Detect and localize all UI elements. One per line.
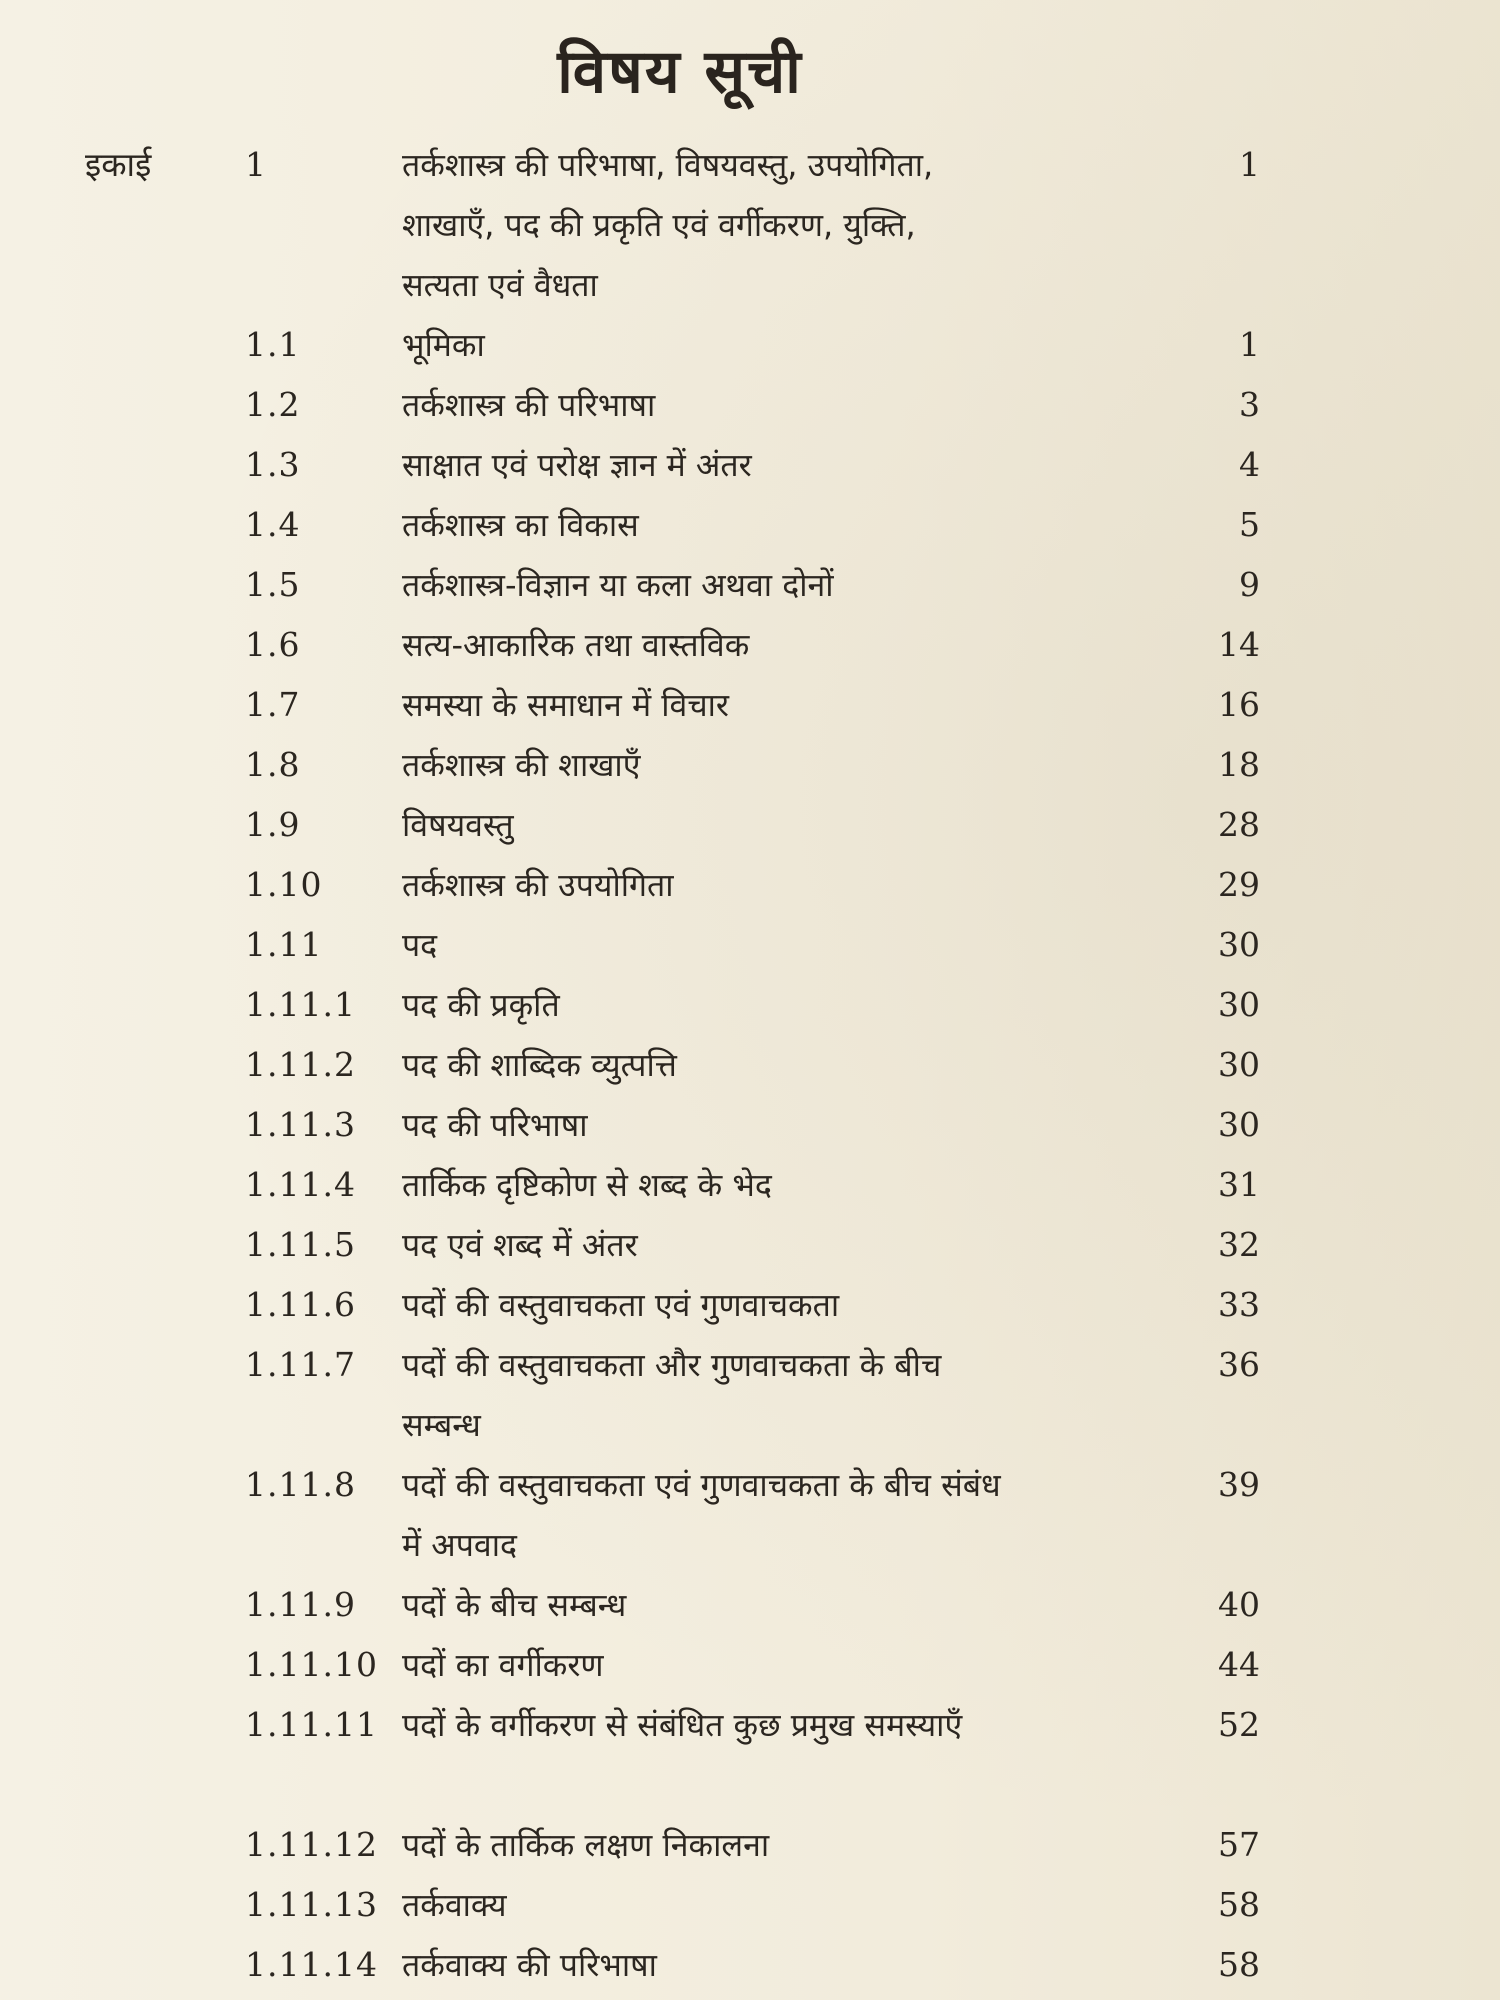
page-number: 52 [1218,1705,1260,1744]
toc-row [0,1095,1500,1155]
toc-row [0,975,1500,1035]
page-number: 30 [1218,1105,1260,1144]
section-title: पदों की वस्तुवाचकता एवं गुणवाचकता [402,1286,840,1324]
unit-label: इकाई [85,145,152,184]
toc-row [0,1335,1500,1455]
page-number: 16 [1218,685,1260,724]
section-title: तर्कशास्त्र का विकास [402,506,639,544]
page-number: 9 [1239,565,1260,604]
section-number: 1.4 [245,505,301,544]
section-title: पदों के तार्किक लक्षण निकालना [402,1826,770,1864]
page-number: 30 [1218,1045,1260,1084]
page-number: 30 [1218,925,1260,964]
section-title: भूमिका [402,326,485,364]
section-title: सत्य-आकारिक तथा वास्तविक [402,626,750,664]
section-title: तर्कशास्त्र की उपयोगिता [402,866,674,904]
section-title: तर्कशास्त्र की परिभाषा, विषयवस्तु, उपयोगिता, शाखाएँ, पद की प्रकृति एवं वर्गीकरण, युक्ति, सत्यता एवं वैधता [402,146,934,304]
toc-row [0,1575,1500,1635]
toc-row [0,615,1500,675]
page-number: 36 [1218,1345,1260,1384]
section-title: तर्कवाक्य [402,1886,507,1924]
section-title: तर्कशास्त्र-विज्ञान या कला अथवा दोनों [402,566,834,604]
page-number: 30 [1218,985,1260,1024]
section-title: पद की शाब्दिक व्युत्पत्ति [402,1046,677,1084]
section-number: 1.11.9 [245,1585,356,1624]
page-title: विषय सूची [557,37,803,107]
page-number: 31 [1218,1165,1260,1204]
section-number: 1.11.11 [245,1705,378,1744]
toc-row [0,435,1500,495]
section-number: 1.8 [245,745,301,784]
toc-row [0,735,1500,795]
toc-row [0,1455,1500,1575]
toc-row [0,1215,1500,1275]
section-number: 1.3 [245,445,301,484]
page-number: 14 [1218,625,1260,664]
section-number: 1.11.8 [245,1465,356,1504]
toc-row [0,1635,1500,1695]
page-number: 18 [1218,745,1260,784]
section-title: पदों के वर्गीकरण से संबंधित कुछ प्रमुख समस्याएँ [402,1706,963,1744]
section-number: 1.9 [245,805,301,844]
section-number: 1.11.1 [245,985,356,1024]
toc-row [0,1275,1500,1335]
section-title: तर्कशास्त्र की शाखाएँ [402,746,641,784]
page-number: 33 [1218,1285,1260,1324]
toc-row [0,1155,1500,1215]
section-title: पद एवं शब्द में अंतर [402,1226,638,1264]
section-number: 1.11.6 [245,1285,356,1324]
section-title: तर्कशास्त्र की परिभाषा [402,386,656,424]
section-number: 1.11.4 [245,1165,356,1204]
page-number: 5 [1239,505,1260,544]
toc-row [0,855,1500,915]
page-number: 28 [1218,805,1260,844]
toc-row [0,135,1500,315]
toc-row [0,555,1500,615]
page-number: 3 [1239,385,1260,424]
page-number: 58 [1218,1945,1260,1984]
section-title: तार्किक दृष्टिकोण से शब्द के भेद [402,1166,772,1204]
section-number: 1.10 [245,865,323,904]
section-number: 1.1 [245,325,301,364]
section-number: 1.11.7 [245,1345,356,1384]
section-number: 1.2 [245,385,301,424]
page-number: 29 [1218,865,1260,904]
section-number: 1.7 [245,685,301,724]
section-title: पदों का वर्गीकरण [402,1646,604,1684]
toc-row [0,1695,1500,1815]
toc-row [0,675,1500,735]
page-number: 1 [1239,325,1260,364]
section-number: 1.6 [245,625,301,664]
section-title: पद की परिभाषा [402,1106,588,1144]
section-number: 1.11 [245,925,323,964]
toc-row [0,1035,1500,1095]
section-number: 1.11.14 [245,1945,378,1984]
page-number: 44 [1218,1645,1260,1684]
page-number: 39 [1218,1465,1260,1504]
section-number: 1.5 [245,565,301,604]
page-number: 40 [1218,1585,1260,1624]
section-title: समस्या के समाधान में विचार [402,686,730,724]
section-title: तर्कवाक्य की परिभाषा [402,1946,657,1984]
page-number: 4 [1239,445,1260,484]
toc-row [0,1935,1500,1995]
section-number: 1.11.2 [245,1045,356,1084]
section-title: पद की प्रकृति [402,986,560,1024]
page-number: 57 [1218,1825,1260,1864]
toc-row [0,795,1500,855]
section-title: पद [402,926,438,964]
section-number: 1 [245,145,267,184]
section-number: 1.11.12 [245,1825,378,1864]
toc-row [0,495,1500,555]
page-number: 58 [1218,1885,1260,1924]
toc-row [0,315,1500,375]
toc-row [0,1875,1500,1935]
section-title: विषयवस्तु [402,806,514,844]
toc-row [0,1815,1500,1875]
section-number: 1.11.5 [245,1225,356,1264]
toc-row [0,915,1500,975]
section-number: 1.11.3 [245,1105,356,1144]
section-title: पदों की वस्तुवाचकता और गुणवाचकता के बीच सम्बन्ध [402,1346,942,1444]
table-of-contents [0,135,1500,1995]
page-number: 1 [1239,145,1260,184]
section-title: पदों के बीच सम्बन्ध [402,1586,627,1624]
page-number: 32 [1218,1225,1260,1264]
section-title: साक्षात एवं परोक्ष ज्ञान में अंतर [402,446,752,484]
toc-row [0,375,1500,435]
section-number: 1.11.13 [245,1885,378,1924]
section-number: 1.11.10 [245,1645,378,1684]
section-title: पदों की वस्तुवाचकता एवं गुणवाचकता के बीच संबंध में अपवाद [402,1466,1001,1564]
